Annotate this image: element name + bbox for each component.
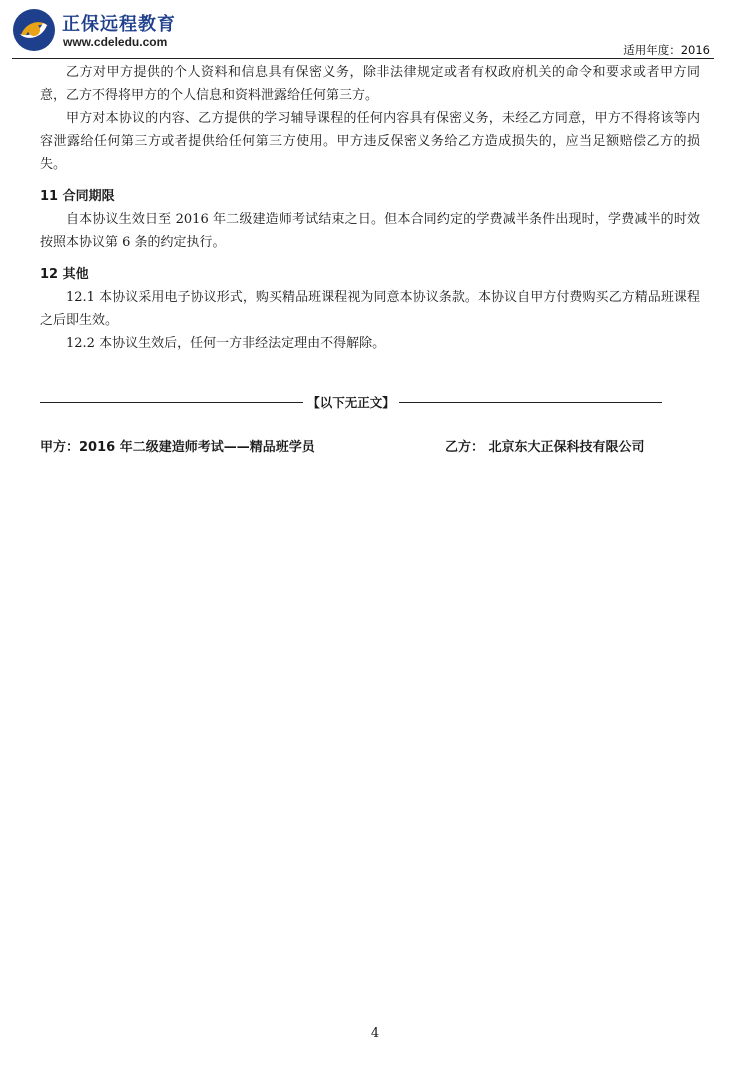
document-body <box>40 61 700 355</box>
brand-url[interactable]: www.cdeledu.com <box>63 35 168 49</box>
section-12-item-2: 12.2 本协议生效后，任何一方非经法定理由不得解除。 <box>66 336 386 351</box>
confidentiality-paragraph-1: 乙方对甲方提供的个人资料和信息具有保密义务，除非法律规定或者有权政府机关的命令和要求或者甲方同意，乙方不得将甲方的个人信息和资料泄露给任何第三方。 <box>40 65 700 103</box>
brand-name: 正保远程教育 <box>62 14 176 35</box>
company-logo-icon <box>12 8 56 52</box>
end-marker-right-rule <box>399 402 662 403</box>
page-header <box>0 0 750 62</box>
party-b-signature: 乙方： 北京东大正保科技有限公司 <box>445 440 645 455</box>
section-12-item-1: 12.1 本协议采用电子协议形式，购买精品班课程视为同意本协议条款。本协议自甲方付费购买乙方精品班课程之后即生效。 <box>40 290 700 328</box>
section-11-text: 自本协议生效日至 2016 年二级建造师考试结束之日。但本合同约定的学费减半条件出现时，学费减半的时效按照本协议第 6 条的约定执行。 <box>40 212 700 250</box>
end-marker-text: 【以下无正文】 <box>307 395 395 410</box>
party-a-signature: 甲方：2016 年二级建造师考试——精品班学员 <box>40 440 315 455</box>
header-divider <box>12 58 714 59</box>
applicable-year: 适用年度：2016 <box>623 43 710 57</box>
end-marker-left-rule <box>40 402 303 403</box>
section-11-heading: 11 合同期限 <box>40 189 115 204</box>
page-number: 4 <box>370 1026 380 1041</box>
end-of-text-marker <box>40 393 662 411</box>
section-12-heading: 12 其他 <box>40 267 89 282</box>
confidentiality-paragraph-2: 甲方对本协议的内容、乙方提供的学习辅导课程的任何内容具有保密义务，未经乙方同意，甲方不得将该等内容泄露给任何第三方或者提供给任何第三方使用。甲方违反保密义务给乙方造成损失的，应当足额赔偿乙方的损失。 <box>40 111 700 172</box>
